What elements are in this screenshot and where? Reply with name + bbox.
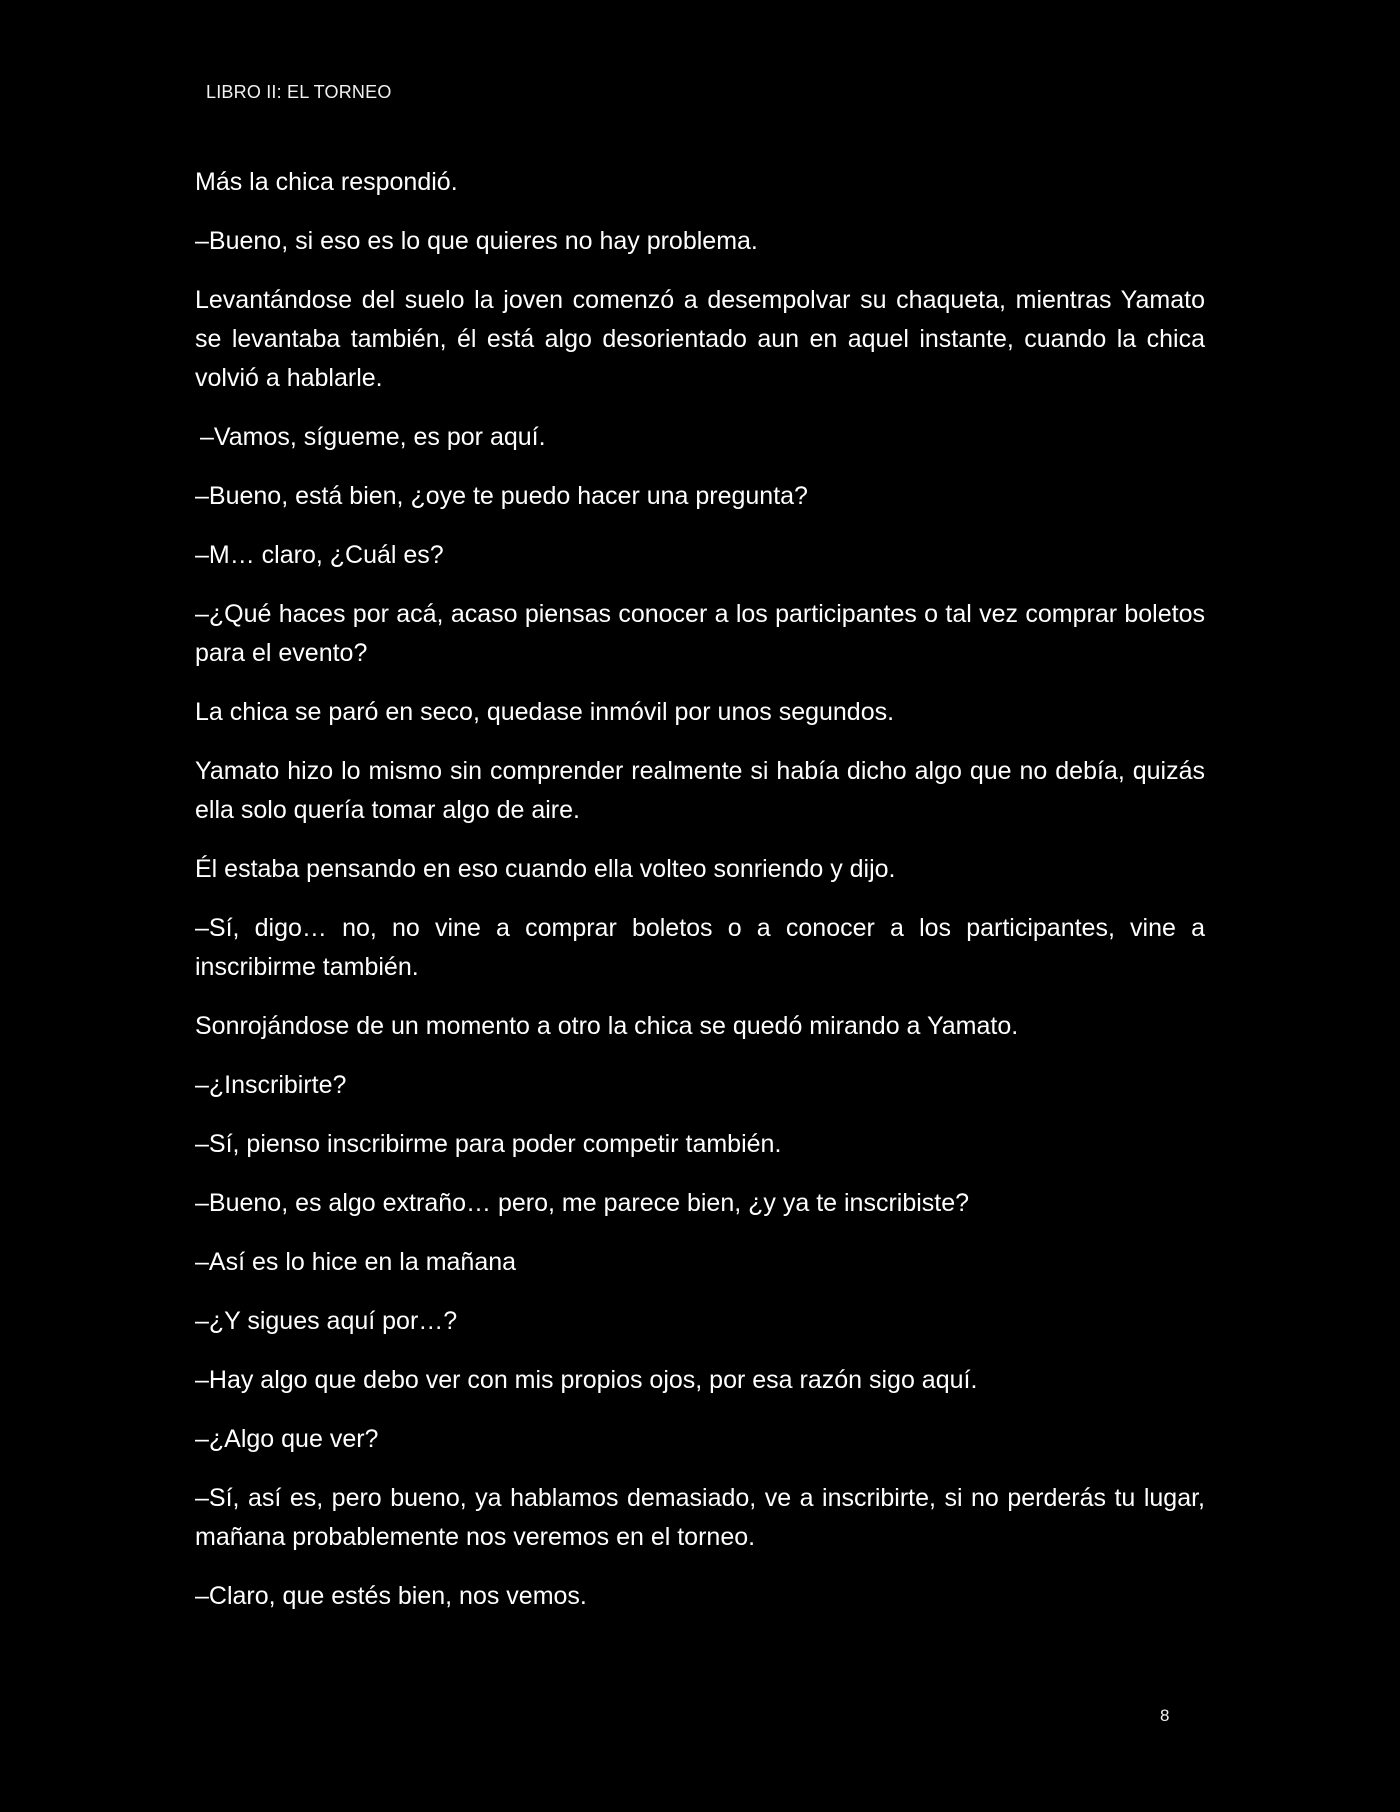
dialogue-line: –¿Y sigues aquí por…?: [195, 1307, 458, 1335]
dialogue-line: –¿Inscribirte?: [195, 1071, 347, 1099]
dialogue-line: –Sí, así es, pero bueno, ya hablamos demasiado, ve a inscribirte, si no perderás tu lugar, mañana probablemente nos veremos en el torneo.: [195, 1484, 1205, 1551]
running-header: LIBRO II: EL TORNEO: [206, 82, 392, 102]
dialogue-line: –Bueno, es algo extraño… pero, me parece bien, ¿y ya te inscribiste?: [195, 1189, 970, 1217]
dialogue-line: –Claro, que estés bien, nos vemos.: [195, 1582, 587, 1610]
dialogue-line: –¿Algo que ver?: [195, 1425, 379, 1453]
dialogue-line: –Así es lo hice en la mañana: [195, 1248, 517, 1276]
dialogue-line: –Sí, pienso inscribirme para poder competir también.: [195, 1130, 782, 1158]
paragraph: Sonrojándose de un momento a otro la chica se quedó mirando a Yamato.: [195, 1012, 1019, 1040]
dialogue-line: –Sí, digo… no, no vine a comprar boletos o a conocer a los participantes, vine a inscribirme también.: [195, 914, 1205, 981]
paragraph: Yamato hizo lo mismo sin comprender realmente si había dicho algo que no debía, quizás ella solo quería tomar algo de aire.: [195, 757, 1205, 824]
dialogue-line: –Hay algo que debo ver con mis propios ojos, por esa razón sigo aquí.: [195, 1366, 978, 1394]
page-number: 8: [1160, 1706, 1170, 1725]
body-text: [195, 163, 1205, 1636]
paragraph: Más la chica respondió.: [195, 168, 458, 196]
paragraph: Levantándose del suelo la joven comenzó a desempolvar su chaqueta, mientras Yamato se levantaba también, él está algo desorientado aun en aquel instante, cuando la chica volvió a hablarle.: [195, 286, 1205, 392]
dialogue-line: –¿Qué haces por acá, acaso piensas conocer a los participantes o tal vez comprar boletos para el evento?: [195, 600, 1205, 667]
dialogue-line: –Vamos, sígueme, es por aquí.: [200, 423, 546, 451]
dialogue-line: –Bueno, está bien, ¿oye te puedo hacer una pregunta?: [195, 482, 808, 510]
dialogue-line: –M… claro, ¿Cuál es?: [195, 541, 444, 569]
paragraph: Él estaba pensando en eso cuando ella volteo sonriendo y dijo.: [195, 855, 896, 883]
dialogue-line: –Bueno, si eso es lo que quieres no hay problema.: [195, 227, 758, 255]
paragraph: La chica se paró en seco, quedase inmóvil por unos segundos.: [195, 698, 895, 726]
